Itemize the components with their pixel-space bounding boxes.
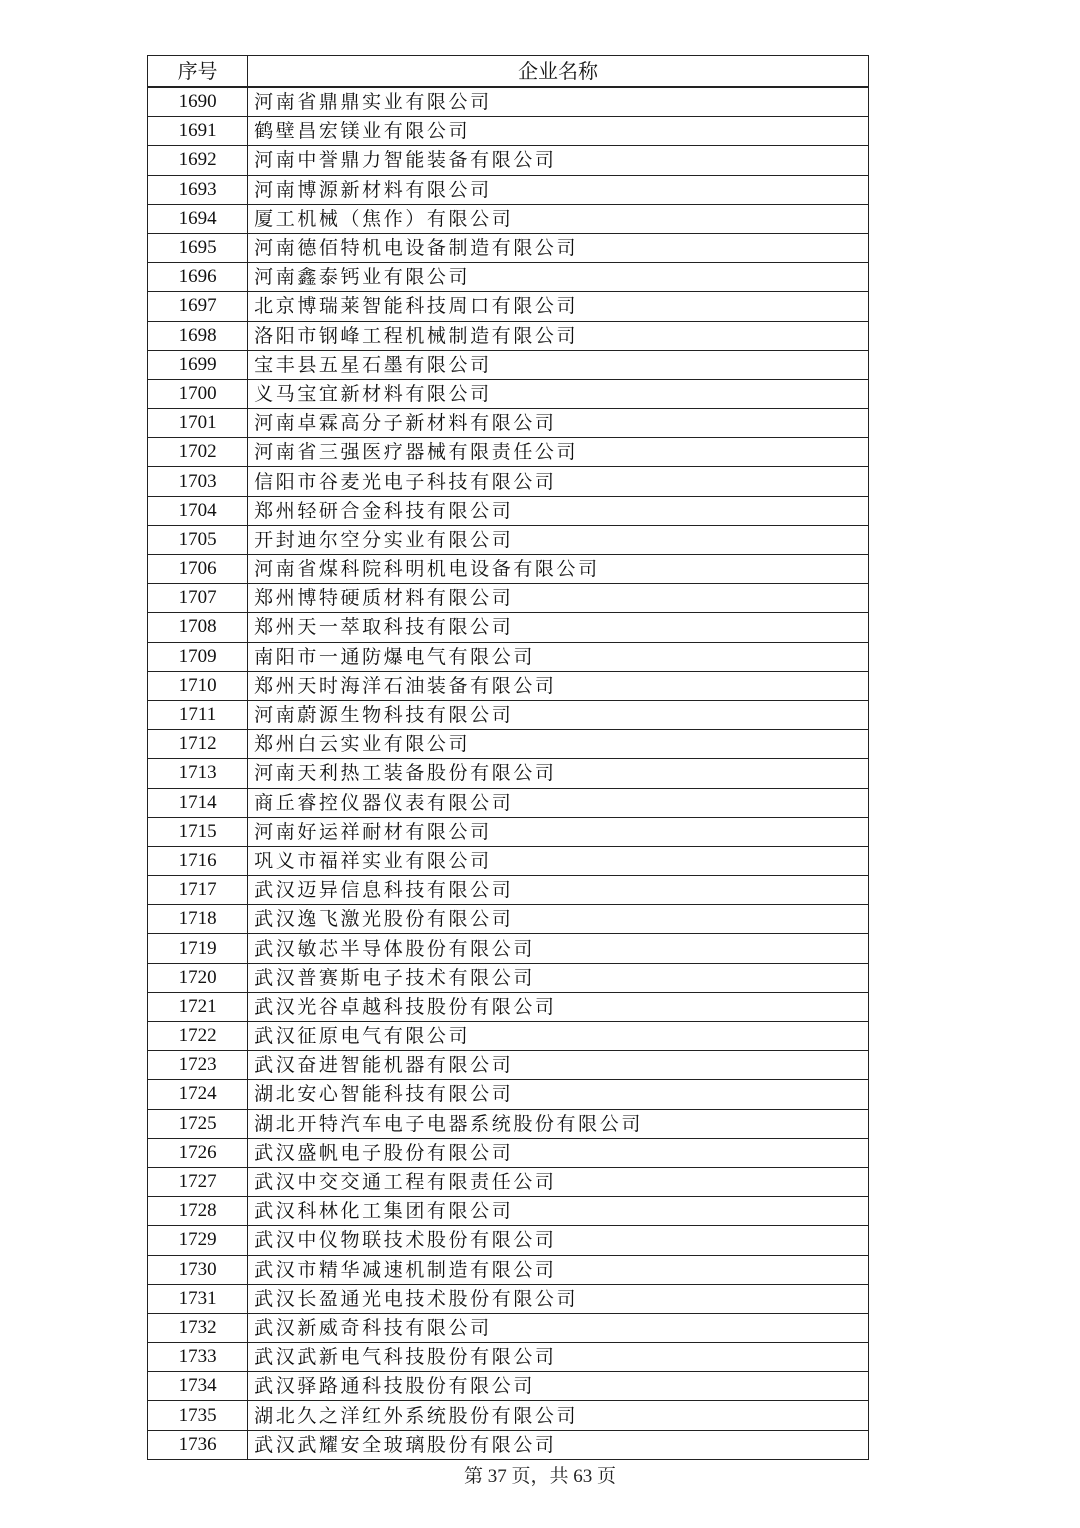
serial-number-cell: 1698 xyxy=(148,321,248,350)
table-row xyxy=(148,350,869,379)
enterprise-name-cell: 武汉普赛斯电子技术有限公司 xyxy=(248,963,869,992)
enterprise-name-cell: 武汉市精华减速机制造有限公司 xyxy=(248,1255,869,1284)
serial-number-cell: 1700 xyxy=(148,379,248,408)
enterprise-name-cell: 武汉奋进智能机器有限公司 xyxy=(248,1051,869,1080)
enterprise-name-cell: 郑州天时海洋石油装备有限公司 xyxy=(248,671,869,700)
table-row xyxy=(148,555,869,584)
serial-number-cell: 1732 xyxy=(148,1313,248,1342)
table-row xyxy=(148,1197,869,1226)
serial-number-cell: 1697 xyxy=(148,292,248,321)
enterprise-name-cell: 鹤壁昌宏镁业有限公司 xyxy=(248,117,869,146)
serial-number-cell: 1708 xyxy=(148,613,248,642)
serial-number-cell: 1726 xyxy=(148,1138,248,1167)
serial-number-cell: 1707 xyxy=(148,584,248,613)
table-row xyxy=(148,671,869,700)
header-enterprise-name: 企业名称 xyxy=(248,56,869,88)
serial-number-cell: 1706 xyxy=(148,555,248,584)
table-row xyxy=(148,409,869,438)
serial-number-cell: 1692 xyxy=(148,146,248,175)
enterprise-name-cell: 巩义市福祥实业有限公司 xyxy=(248,846,869,875)
enterprise-name-cell: 武汉征原电气有限公司 xyxy=(248,1022,869,1051)
enterprise-name-cell: 湖北安心智能科技有限公司 xyxy=(248,1080,869,1109)
table-row xyxy=(148,1343,869,1372)
header-serial-number: 序号 xyxy=(148,56,248,88)
serial-number-cell: 1716 xyxy=(148,846,248,875)
enterprise-name-cell: 郑州天一萃取科技有限公司 xyxy=(248,613,869,642)
table-row xyxy=(148,992,869,1021)
enterprise-name-cell: 河南中誉鼎力智能装备有限公司 xyxy=(248,146,869,175)
serial-number-cell: 1724 xyxy=(148,1080,248,1109)
table-row xyxy=(148,1051,869,1080)
enterprise-name-cell: 武汉科林化工集团有限公司 xyxy=(248,1197,869,1226)
serial-number-cell: 1696 xyxy=(148,263,248,292)
serial-number-cell: 1715 xyxy=(148,817,248,846)
table-row xyxy=(148,321,869,350)
table-row xyxy=(148,1284,869,1313)
enterprise-name-cell: 宝丰县五星石墨有限公司 xyxy=(248,350,869,379)
serial-number-cell: 1730 xyxy=(148,1255,248,1284)
table-row xyxy=(148,1109,869,1138)
table-row xyxy=(148,525,869,554)
table-row xyxy=(148,292,869,321)
table-row xyxy=(148,1226,869,1255)
enterprise-name-cell: 信阳市谷麦光电子科技有限公司 xyxy=(248,467,869,496)
table-row xyxy=(148,204,869,233)
enterprise-name-cell: 河南天利热工装备股份有限公司 xyxy=(248,759,869,788)
enterprise-name-cell: 河南蔚源生物科技有限公司 xyxy=(248,700,869,729)
enterprise-name-cell: 河南省鼎鼎实业有限公司 xyxy=(248,87,869,117)
serial-number-cell: 1720 xyxy=(148,963,248,992)
serial-number-cell: 1713 xyxy=(148,759,248,788)
table-row xyxy=(148,1430,869,1459)
enterprise-name-cell: 郑州博特硬质材料有限公司 xyxy=(248,584,869,613)
enterprise-name-cell: 河南博源新材料有限公司 xyxy=(248,175,869,204)
table-row xyxy=(148,1022,869,1051)
serial-number-cell: 1711 xyxy=(148,700,248,729)
enterprise-name-cell: 河南省三强医疗器械有限责任公司 xyxy=(248,438,869,467)
table-row xyxy=(148,263,869,292)
table-row xyxy=(148,876,869,905)
table-row xyxy=(148,438,869,467)
table-row xyxy=(148,613,869,642)
table-row xyxy=(148,1080,869,1109)
enterprise-name-cell: 武汉中交交通工程有限责任公司 xyxy=(248,1167,869,1196)
table-row xyxy=(148,1167,869,1196)
enterprise-name-cell: 北京博瑞莱智能科技周口有限公司 xyxy=(248,292,869,321)
serial-number-cell: 1717 xyxy=(148,876,248,905)
serial-number-cell: 1691 xyxy=(148,117,248,146)
table-row xyxy=(148,496,869,525)
table-row xyxy=(148,1138,869,1167)
table-row xyxy=(148,963,869,992)
serial-number-cell: 1695 xyxy=(148,233,248,262)
enterprise-name-cell: 武汉长盈通光电技术股份有限公司 xyxy=(248,1284,869,1313)
table-row xyxy=(148,1313,869,1342)
serial-number-cell: 1729 xyxy=(148,1226,248,1255)
table-header-row xyxy=(148,56,869,88)
serial-number-cell: 1719 xyxy=(148,934,248,963)
serial-number-cell: 1712 xyxy=(148,730,248,759)
serial-number-cell: 1736 xyxy=(148,1430,248,1459)
table-row xyxy=(148,1401,869,1430)
serial-number-cell: 1693 xyxy=(148,175,248,204)
serial-number-cell: 1690 xyxy=(148,87,248,117)
enterprise-name-cell: 河南德佰特机电设备制造有限公司 xyxy=(248,233,869,262)
table-row xyxy=(148,233,869,262)
enterprise-name-cell: 河南好运祥耐材有限公司 xyxy=(248,817,869,846)
table-row xyxy=(148,379,869,408)
table-row xyxy=(148,846,869,875)
enterprise-name-cell: 郑州轻研合金科技有限公司 xyxy=(248,496,869,525)
table-row xyxy=(148,467,869,496)
serial-number-cell: 1709 xyxy=(148,642,248,671)
enterprise-name-cell: 开封迪尔空分实业有限公司 xyxy=(248,525,869,554)
table-row xyxy=(148,788,869,817)
serial-number-cell: 1704 xyxy=(148,496,248,525)
table-row xyxy=(148,817,869,846)
serial-number-cell: 1699 xyxy=(148,350,248,379)
enterprise-name-cell: 河南鑫泰钙业有限公司 xyxy=(248,263,869,292)
enterprise-name-cell: 洛阳市钢峰工程机械制造有限公司 xyxy=(248,321,869,350)
serial-number-cell: 1710 xyxy=(148,671,248,700)
serial-number-cell: 1735 xyxy=(148,1401,248,1430)
serial-number-cell: 1733 xyxy=(148,1343,248,1372)
serial-number-cell: 1705 xyxy=(148,525,248,554)
enterprise-name-cell: 南阳市一通防爆电气有限公司 xyxy=(248,642,869,671)
enterprise-name-cell: 厦工机械（焦作）有限公司 xyxy=(248,204,869,233)
serial-number-cell: 1725 xyxy=(148,1109,248,1138)
table-row xyxy=(148,584,869,613)
enterprise-name-cell: 武汉新威奇科技有限公司 xyxy=(248,1313,869,1342)
table-row xyxy=(148,146,869,175)
table-row xyxy=(148,87,869,117)
table-row xyxy=(148,905,869,934)
enterprise-name-cell: 武汉武耀安全玻璃股份有限公司 xyxy=(248,1430,869,1459)
table-row xyxy=(148,117,869,146)
serial-number-cell: 1701 xyxy=(148,409,248,438)
serial-number-cell: 1703 xyxy=(148,467,248,496)
serial-number-cell: 1722 xyxy=(148,1022,248,1051)
table-row xyxy=(148,934,869,963)
table-row xyxy=(148,1372,869,1401)
enterprise-name-cell: 武汉中仪物联技术股份有限公司 xyxy=(248,1226,869,1255)
serial-number-cell: 1721 xyxy=(148,992,248,1021)
table-row xyxy=(148,1255,869,1284)
serial-number-cell: 1723 xyxy=(148,1051,248,1080)
serial-number-cell: 1694 xyxy=(148,204,248,233)
enterprise-name-cell: 武汉光谷卓越科技股份有限公司 xyxy=(248,992,869,1021)
enterprise-name-cell: 义马宝宜新材料有限公司 xyxy=(248,379,869,408)
enterprise-name-cell: 湖北久之洋红外系统股份有限公司 xyxy=(248,1401,869,1430)
serial-number-cell: 1728 xyxy=(148,1197,248,1226)
enterprise-name-cell: 武汉驿路通科技股份有限公司 xyxy=(248,1372,869,1401)
table-row xyxy=(148,730,869,759)
serial-number-cell: 1714 xyxy=(148,788,248,817)
enterprise-name-cell: 武汉迈异信息科技有限公司 xyxy=(248,876,869,905)
enterprise-name-cell: 河南省煤科院科明机电设备有限公司 xyxy=(248,555,869,584)
serial-number-cell: 1702 xyxy=(148,438,248,467)
table-row xyxy=(148,175,869,204)
enterprise-name-cell: 郑州白云实业有限公司 xyxy=(248,730,869,759)
page-number-footer: 第 37 页，共 63 页 xyxy=(463,1466,616,1487)
serial-number-cell: 1727 xyxy=(148,1167,248,1196)
enterprise-name-cell: 武汉敏芯半导体股份有限公司 xyxy=(248,934,869,963)
table-row xyxy=(148,759,869,788)
enterprise-name-cell: 商丘睿控仪器仪表有限公司 xyxy=(248,788,869,817)
enterprise-name-cell: 武汉逸飞激光股份有限公司 xyxy=(248,905,869,934)
serial-number-cell: 1731 xyxy=(148,1284,248,1313)
enterprise-name-cell: 武汉盛帆电子股份有限公司 xyxy=(248,1138,869,1167)
serial-number-cell: 1734 xyxy=(148,1372,248,1401)
serial-number-cell: 1718 xyxy=(148,905,248,934)
enterprise-name-cell: 武汉武新电气科技股份有限公司 xyxy=(248,1343,869,1372)
table-row xyxy=(148,700,869,729)
table-body xyxy=(148,87,869,1459)
table-row xyxy=(148,642,869,671)
enterprise-table xyxy=(147,55,869,1460)
enterprise-name-cell: 河南卓霖高分子新材料有限公司 xyxy=(248,409,869,438)
enterprise-name-cell: 湖北开特汽车电子电器系统股份有限公司 xyxy=(248,1109,869,1138)
